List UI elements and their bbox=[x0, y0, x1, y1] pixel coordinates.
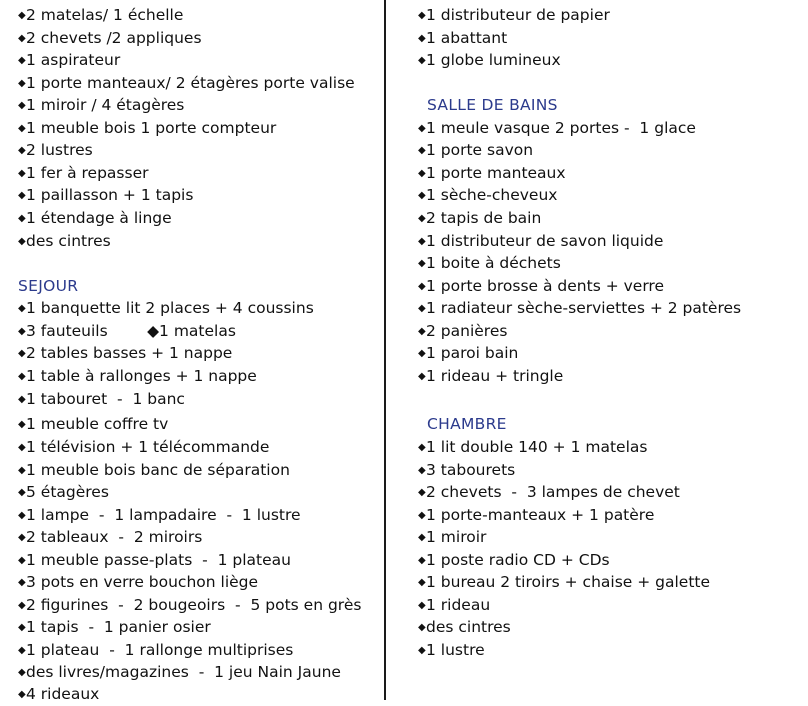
list-item: ◆2 tables basses + 1 nappe bbox=[18, 344, 233, 362]
bullet-icon: ◆ bbox=[18, 394, 26, 405]
list-item: ◆1 tabouret - 1 banc bbox=[18, 390, 185, 408]
bullet-icon: ◆ bbox=[18, 100, 26, 111]
list-item: ◆1 porte brosse à dents + verre bbox=[418, 277, 664, 295]
list-item: ◆2 chevets /2 appliques bbox=[18, 29, 202, 47]
bullet-icon: ◆ bbox=[418, 145, 426, 156]
bullet-icon: ◆ bbox=[418, 487, 426, 498]
list-item: ◆1 poste radio CD + CDs bbox=[418, 551, 610, 569]
list-item: ◆2 chevets - 3 lampes de chevet bbox=[418, 483, 680, 501]
bullet-icon: ◆ bbox=[418, 326, 426, 337]
list-item: ◆1 meuble passe-plats - 1 plateau bbox=[18, 551, 291, 569]
list-item: ◆1 meule vasque 2 portes - 1 glace bbox=[418, 119, 696, 137]
bullet-icon: ◆ bbox=[18, 622, 26, 633]
bullet-icon: ◆ bbox=[18, 33, 26, 44]
bullet-icon: ◆ bbox=[418, 600, 426, 611]
list-item: ◆2 lustres bbox=[18, 141, 93, 159]
bullet-icon: ◆ bbox=[18, 371, 26, 382]
list-item: ◆2 matelas/ 1 échelle bbox=[18, 6, 184, 24]
list-item: ◆1 distributeur de papier bbox=[418, 6, 610, 24]
list-item: ◆1 paillasson + 1 tapis bbox=[18, 186, 194, 204]
list-item: ◆1 tapis - 1 panier osier bbox=[18, 618, 211, 636]
list-item: ◆2 panières bbox=[418, 322, 508, 340]
list-item: ◆1 distributeur de savon liquide bbox=[418, 232, 664, 250]
bullet-icon: ◆ bbox=[18, 213, 26, 224]
bullet-icon: ◆ bbox=[18, 326, 26, 337]
list-item: ◆des cintres bbox=[418, 618, 511, 636]
section-heading-chambre: CHAMBRE bbox=[427, 415, 507, 433]
bullet-icon: ◆ bbox=[418, 555, 426, 566]
list-item: ◆1 porte manteaux/ 2 étagères porte valise bbox=[18, 74, 355, 92]
list-item: ◆1 banquette lit 2 places + 4 coussins bbox=[18, 299, 314, 317]
bullet-icon: ◆ bbox=[18, 442, 26, 453]
list-item: ◆1 paroi bain bbox=[418, 344, 519, 362]
bullet-icon: ◆ bbox=[418, 510, 426, 521]
list-item: ◆3 pots en verre bouchon liège bbox=[18, 573, 259, 591]
bullet-icon: ◆ bbox=[418, 258, 426, 269]
bullet-icon: ◆ bbox=[18, 419, 26, 430]
list-item: ◆1 meuble coffre tv bbox=[18, 415, 169, 433]
list-item: ◆1 sèche-cheveux bbox=[418, 186, 558, 204]
list-item: ◆1 lustre bbox=[418, 641, 485, 659]
bullet-icon: ◆ bbox=[18, 510, 26, 521]
bullet-icon: ◆ bbox=[18, 577, 26, 588]
list-item: ◆1 abattant bbox=[418, 29, 508, 47]
bullet-icon: ◆ bbox=[418, 348, 426, 359]
bullet-icon: ◆ bbox=[418, 442, 426, 453]
bullet-icon: ◆ bbox=[18, 145, 26, 156]
bullet-icon: ◆ bbox=[18, 303, 26, 314]
bullet-icon: ◆ bbox=[418, 281, 426, 292]
list-item: ◆1 lampe - 1 lampadaire - 1 lustre bbox=[18, 506, 301, 524]
list-item: ◆1 meuble bois 1 porte compteur bbox=[18, 119, 277, 137]
bullet-icon: ◆ bbox=[418, 190, 426, 201]
list-item: ◆3 tabourets bbox=[418, 461, 516, 479]
list-item: ◆1 bureau 2 tiroirs + chaise + galette bbox=[418, 573, 711, 591]
list-item: ◆1 fer à repasser bbox=[18, 164, 149, 182]
list-item: ◆1 globe lumineux bbox=[418, 51, 561, 69]
bullet-icon: ◆ bbox=[418, 577, 426, 588]
list-item: ◆1 table à rallonges + 1 nappe bbox=[18, 367, 257, 385]
section-heading-sejour: SEJOUR bbox=[18, 277, 79, 295]
list-item: ◆5 étagères bbox=[18, 483, 109, 501]
bullet-icon: ◆ bbox=[418, 10, 426, 21]
list-item: ◆1 télévision + 1 télécommande bbox=[18, 438, 270, 456]
bullet-icon: ◆ bbox=[418, 236, 426, 247]
list-item: ◆1 lit double 140 + 1 matelas bbox=[418, 438, 648, 456]
list-item: ◆1 aspirateur bbox=[18, 51, 121, 69]
bullet-icon: ◆ bbox=[418, 371, 426, 382]
bullet-icon: ◆ bbox=[418, 55, 426, 66]
list-item: ◆1 meuble bois banc de séparation bbox=[18, 461, 290, 479]
bullet-icon: ◆ bbox=[18, 10, 26, 21]
list-item: ◆1 boite à déchets bbox=[418, 254, 561, 272]
bullet-icon: ◆ bbox=[18, 55, 26, 66]
bullet-icon: ◆ bbox=[18, 689, 26, 700]
list-item: ◆2 tableaux - 2 miroirs bbox=[18, 528, 203, 546]
list-item: ◆1 rideau bbox=[418, 596, 491, 614]
list-item: ◆1 porte-manteaux + 1 patère bbox=[418, 506, 655, 524]
list-item: ◆des livres/magazines - 1 jeu Nain Jaune bbox=[18, 663, 341, 681]
column-divider bbox=[384, 0, 386, 700]
list-item: ◆1 miroir / 4 étagères bbox=[18, 96, 185, 114]
bullet-icon: ◆ bbox=[418, 33, 426, 44]
bullet-icon: ◆ bbox=[418, 622, 426, 633]
bullet-icon: ◆ bbox=[18, 168, 26, 179]
bullet-icon: ◆ bbox=[418, 123, 426, 134]
bullet-icon: ◆ bbox=[18, 465, 26, 476]
bullet-icon: ◆ bbox=[418, 168, 426, 179]
list-item: ◆1 miroir bbox=[418, 528, 487, 546]
section-heading-salle-de-bains: SALLE DE BAINS bbox=[427, 96, 558, 114]
list-item: ◆2 figurines - 2 bougeoirs - 5 pots en grès bbox=[18, 596, 362, 614]
list-item: ◆1 étendage à linge bbox=[18, 209, 172, 227]
bullet-icon: ◆ bbox=[418, 303, 426, 314]
bullet-icon: ◆ bbox=[18, 78, 26, 89]
bullet-icon: ◆ bbox=[18, 487, 26, 498]
list-item: ◆2 tapis de bain bbox=[418, 209, 542, 227]
bullet-icon: ◆ bbox=[18, 667, 26, 678]
bullet-icon: ◆ bbox=[18, 190, 26, 201]
bullet-icon: ◆ bbox=[418, 645, 426, 656]
bullet-icon: ◆ bbox=[18, 532, 26, 543]
list-item: ◆1 rideau + tringle bbox=[418, 367, 564, 385]
list-item: ◆4 rideaux bbox=[18, 685, 100, 703]
list-item: ◆1 plateau - 1 rallonge multiprises bbox=[18, 641, 294, 659]
bullet-icon: ◆ bbox=[418, 465, 426, 476]
list-item: ◆des cintres bbox=[18, 232, 111, 250]
bullet-icon: ◆ bbox=[18, 348, 26, 359]
list-item: ◆1 radiateur sèche-serviettes + 2 patères bbox=[418, 299, 742, 317]
bullet-icon: ◆ bbox=[18, 600, 26, 611]
list-item: ◆3 fauteuils ◆1 matelas bbox=[18, 322, 236, 340]
list-item: ◆1 porte manteaux bbox=[418, 164, 566, 182]
list-item: ◆1 porte savon bbox=[418, 141, 534, 159]
bullet-icon: ◆ bbox=[418, 213, 426, 224]
bullet-icon: ◆ bbox=[18, 123, 26, 134]
bullet-icon: ◆ bbox=[418, 532, 426, 543]
bullet-icon: ◆ bbox=[18, 645, 26, 656]
bullet-icon: ◆ bbox=[18, 555, 26, 566]
bullet-icon: ◆ bbox=[18, 236, 26, 247]
